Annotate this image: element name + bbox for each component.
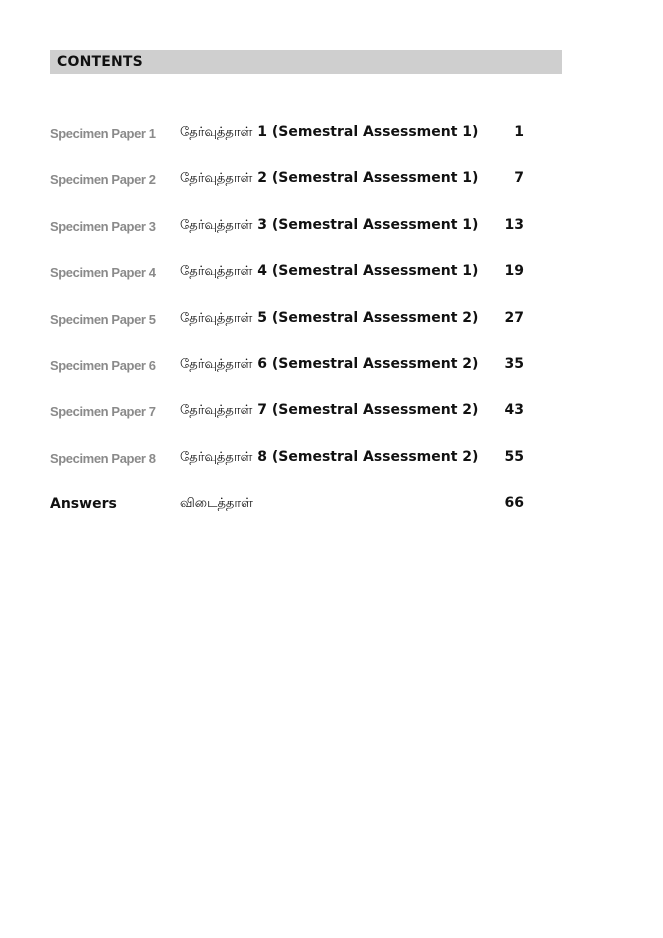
toc-row-specimen-paper-5[interactable] <box>50 306 524 352</box>
toc-page-number: 19 <box>504 263 524 280</box>
toc-title-english: 1 (Semestral Assessment 1) <box>252 124 479 140</box>
toc-title-tamil: தேர்வுத்தாள் <box>180 125 253 140</box>
toc-page-number: 35 <box>504 355 524 372</box>
toc-row-specimen-paper-1[interactable] <box>50 120 524 166</box>
toc-title <box>180 217 478 234</box>
toc-page-number: 43 <box>504 402 524 419</box>
toc-title-tamil: தேர்வுத்தாள் <box>180 171 253 187</box>
toc-label: Specimen Paper 2 <box>50 172 156 188</box>
toc-title-tamil: தேர்வுத்தாள் <box>180 356 253 372</box>
toc-page-number: 55 <box>504 448 524 465</box>
toc-label: Specimen Paper 4 <box>50 265 156 281</box>
toc-title <box>180 310 478 327</box>
toc-title-english: 7 (Semestral Assessment 2) <box>252 402 479 419</box>
table-of-contents <box>50 120 524 538</box>
toc-label: Specimen Paper 1 <box>50 126 156 141</box>
toc-title <box>180 263 478 280</box>
toc-title-english: 3 (Semestral Assessment 1) <box>252 216 479 233</box>
toc-title-english: 2 (Semestral Assessment 1) <box>252 170 479 187</box>
toc-label: Specimen Paper 6 <box>50 357 156 373</box>
toc-page-number: 7 <box>514 170 524 187</box>
toc-page-number: 66 <box>504 495 524 512</box>
toc-title-english: 5 (Semestral Assessment 2) <box>252 309 479 326</box>
toc-row-specimen-paper-3[interactable] <box>50 213 524 259</box>
toc-title <box>180 495 253 512</box>
toc-page-number: 27 <box>504 309 524 326</box>
toc-page-number: 13 <box>504 216 524 233</box>
toc-title-english: 6 (Semestral Assessment 2) <box>252 355 479 372</box>
toc-page-number: 1 <box>514 124 524 140</box>
toc-title-tamil: விடைத்தாள் <box>180 496 253 512</box>
toc-row-specimen-paper-7[interactable] <box>50 398 524 444</box>
toc-label: Specimen Paper 7 <box>50 404 156 420</box>
toc-label: Answers <box>50 496 117 513</box>
toc-title-english: 4 (Semestral Assessment 1) <box>252 263 479 280</box>
toc-title <box>180 170 478 187</box>
page-title: CONTENTS <box>57 54 143 70</box>
toc-title-tamil: தேர்வுத்தாள் <box>180 217 253 233</box>
toc-label: Specimen Paper 5 <box>50 311 156 327</box>
toc-row-specimen-paper-6[interactable] <box>50 352 524 398</box>
toc-title-tamil: தேர்வுத்தாள் <box>180 310 253 326</box>
toc-row-specimen-paper-2[interactable] <box>50 166 524 212</box>
toc-title <box>180 356 478 373</box>
toc-row-specimen-paper-4[interactable] <box>50 259 524 305</box>
toc-row-specimen-paper-8[interactable] <box>50 445 524 491</box>
toc-label: Specimen Paper 8 <box>50 450 156 466</box>
toc-row-answers[interactable] <box>50 491 524 537</box>
contents-header-bar <box>50 50 562 74</box>
toc-title-tamil: தேர்வுத்தாள் <box>180 449 253 465</box>
toc-title-tamil: தேர்வுத்தாள் <box>180 264 253 280</box>
toc-title-tamil: தேர்வுத்தாள் <box>180 403 253 419</box>
toc-title <box>180 449 478 466</box>
toc-title-english: 8 (Semestral Assessment 2) <box>252 448 479 465</box>
toc-title <box>180 402 478 419</box>
toc-title <box>180 124 478 141</box>
toc-label: Specimen Paper 3 <box>50 218 156 234</box>
